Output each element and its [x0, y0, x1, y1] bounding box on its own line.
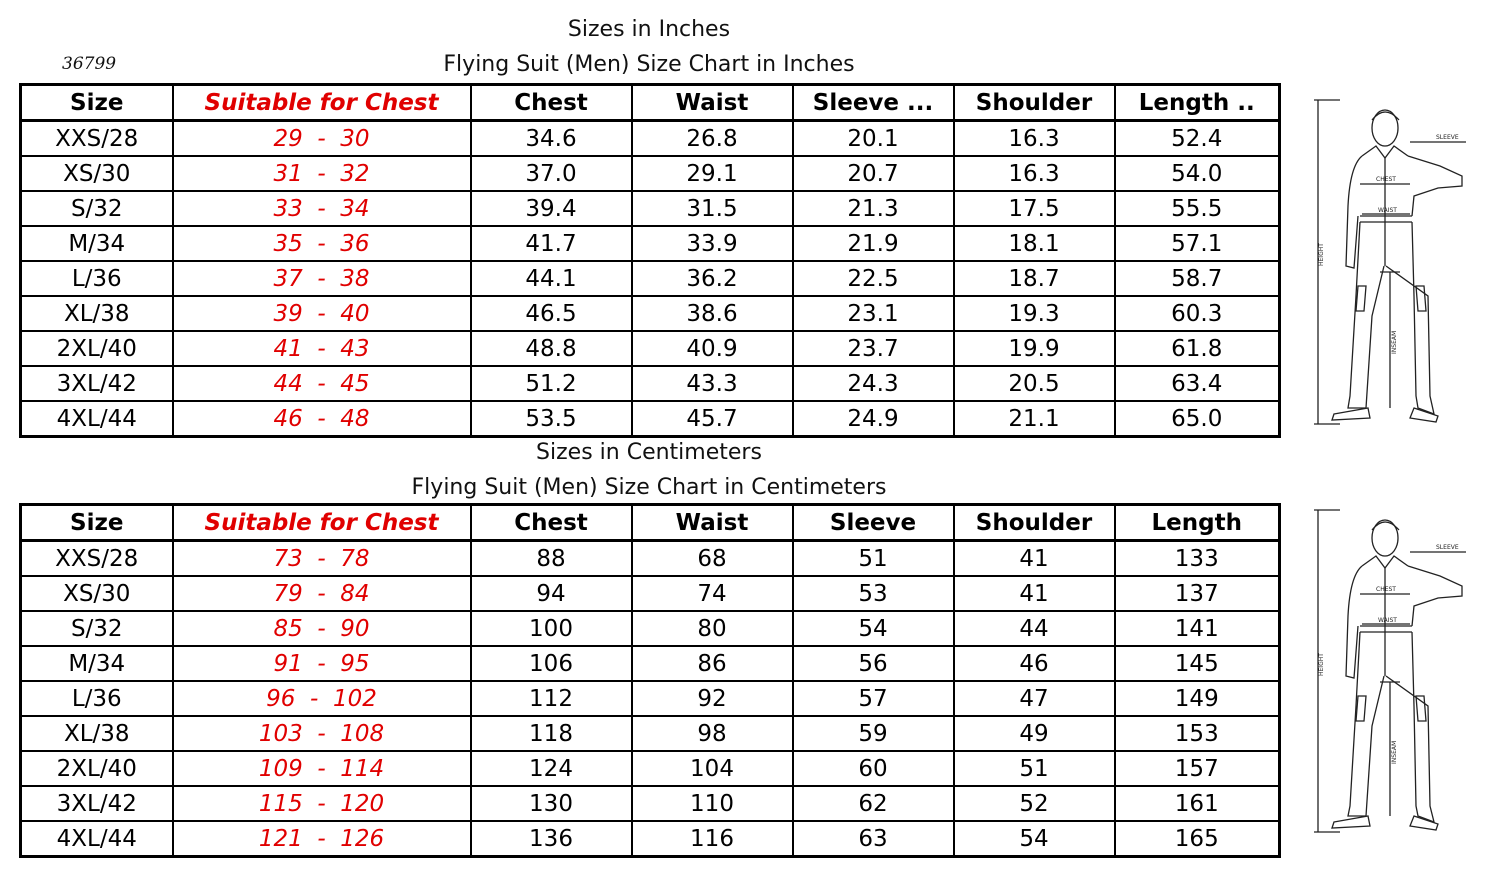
inches-heading: Sizes in Inches [567, 17, 731, 42]
size-cell: M/34 [21, 646, 173, 681]
measurement-cell: 37.0 [471, 156, 632, 191]
table-row [21, 541, 1280, 577]
size-cell: L/36 [21, 681, 173, 716]
measurement-cell: 46 [954, 646, 1115, 681]
measurement-cell: 116 [632, 821, 793, 857]
size-cell: XXS/28 [21, 541, 173, 577]
measurement-cell: 31.5 [632, 191, 793, 226]
chest-range-cell: 96 - 102 [173, 681, 471, 716]
column-header: Length .. [1115, 85, 1280, 121]
column-header: Sleeve ... [793, 85, 954, 121]
measurement-cell: 149 [1115, 681, 1280, 716]
measurement-cell: 86 [632, 646, 793, 681]
chest-range-cell: 73 - 78 [173, 541, 471, 577]
measurement-cell: 43.3 [632, 366, 793, 401]
size-cell: XS/30 [21, 156, 173, 191]
measurement-cell: 24.3 [793, 366, 954, 401]
chest-label: CHEST [1376, 586, 1396, 593]
height-label: HEIGHT [1318, 653, 1325, 676]
measurement-cell: 65.0 [1115, 401, 1280, 437]
table-row [21, 296, 1280, 331]
chest-range-cell: 33 - 34 [173, 191, 471, 226]
column-header: Sleeve [793, 505, 954, 541]
chest-label: CHEST [1376, 176, 1396, 183]
column-header: Length [1115, 505, 1280, 541]
measurement-cell: 52 [954, 786, 1115, 821]
measurement-cell: 51 [954, 751, 1115, 786]
table-row [21, 226, 1280, 261]
measurement-cell: 40.9 [632, 331, 793, 366]
measurement-cell: 45.7 [632, 401, 793, 437]
measurement-cell: 29.1 [632, 156, 793, 191]
column-header: Shoulder [954, 85, 1115, 121]
measurement-cell: 88 [471, 541, 632, 577]
chest-range-cell: 41 - 43 [173, 331, 471, 366]
measurement-cell: 36.2 [632, 261, 793, 296]
measurement-cell: 136 [471, 821, 632, 857]
measurement-cell: 92 [632, 681, 793, 716]
chest-range-cell: 35 - 36 [173, 226, 471, 261]
table-row [21, 786, 1280, 821]
measurement-cell: 54.0 [1115, 156, 1280, 191]
measurement-cell: 145 [1115, 646, 1280, 681]
measurement-cell: 53 [793, 576, 954, 611]
measurement-cell: 44.1 [471, 261, 632, 296]
measurement-cell: 16.3 [954, 121, 1115, 157]
measurement-cell: 16.3 [954, 156, 1115, 191]
table-row [21, 261, 1280, 296]
sleeve-label: SLEEVE [1436, 134, 1459, 141]
column-header: Shoulder [954, 505, 1115, 541]
measurement-cell: 18.7 [954, 261, 1115, 296]
table-row [21, 121, 1280, 157]
measurement-cell: 137 [1115, 576, 1280, 611]
chest-range-cell: 103 - 108 [173, 716, 471, 751]
inches-size-table [19, 83, 1281, 438]
column-header: Waist [632, 505, 793, 541]
measurement-cell: 63 [793, 821, 954, 857]
chest-range-cell: 29 - 30 [173, 121, 471, 157]
measurement-cell: 47 [954, 681, 1115, 716]
measurement-cell: 52.4 [1115, 121, 1280, 157]
chest-range-cell: 44 - 45 [173, 366, 471, 401]
measurement-cell: 100 [471, 611, 632, 646]
measurement-cell: 19.9 [954, 331, 1115, 366]
measurement-cell: 63.4 [1115, 366, 1280, 401]
measurement-cell: 106 [471, 646, 632, 681]
measurement-cell: 41 [954, 576, 1115, 611]
chest-range-cell: 115 - 120 [173, 786, 471, 821]
measurement-cell: 20.1 [793, 121, 954, 157]
column-header: Size [21, 85, 173, 121]
measurement-cell: 133 [1115, 541, 1280, 577]
size-cell: XXS/28 [21, 121, 173, 157]
measurement-cell: 46.5 [471, 296, 632, 331]
size-cell: XS/30 [21, 576, 173, 611]
chest-range-cell: 91 - 95 [173, 646, 471, 681]
measurement-cell: 54 [793, 611, 954, 646]
cm-size-table [19, 503, 1281, 858]
chest-range-cell: 31 - 32 [173, 156, 471, 191]
inches-chart-title: Flying Suit (Men) Size Chart in Inches [443, 52, 855, 77]
measurement-cell: 21.1 [954, 401, 1115, 437]
measurement-cell: 53.5 [471, 401, 632, 437]
chest-range-cell: 121 - 126 [173, 821, 471, 857]
table-row [21, 646, 1280, 681]
chest-range-cell: 37 - 38 [173, 261, 471, 296]
measurement-cell: 165 [1115, 821, 1280, 857]
measurement-cell: 153 [1115, 716, 1280, 751]
size-cell: S/32 [21, 191, 173, 226]
chest-range-cell: 109 - 114 [173, 751, 471, 786]
measurement-cell: 48.8 [471, 331, 632, 366]
waist-label: WAIST [1378, 207, 1397, 214]
measurement-cell: 57.1 [1115, 226, 1280, 261]
measurement-cell: 60 [793, 751, 954, 786]
table-row [21, 716, 1280, 751]
table-row [21, 611, 1280, 646]
measurement-cell: 22.5 [793, 261, 954, 296]
measurement-cell: 80 [632, 611, 793, 646]
table-row [21, 331, 1280, 366]
measurement-cell: 57 [793, 681, 954, 716]
measurement-figure-inches [1310, 96, 1470, 428]
chest-range-cell: 79 - 84 [173, 576, 471, 611]
size-cell: 3XL/42 [21, 786, 173, 821]
size-cell: S/32 [21, 611, 173, 646]
measurement-cell: 20.7 [793, 156, 954, 191]
measurement-cell: 23.7 [793, 331, 954, 366]
inseam-label: INSEAM [1391, 330, 1398, 354]
measurement-cell: 157 [1115, 751, 1280, 786]
measurement-cell: 41.7 [471, 226, 632, 261]
column-header: Suitable for Chest [173, 505, 471, 541]
table-row [21, 156, 1280, 191]
measurement-cell: 21.9 [793, 226, 954, 261]
measurement-cell: 130 [471, 786, 632, 821]
measurement-cell: 51 [793, 541, 954, 577]
measurement-cell: 17.5 [954, 191, 1115, 226]
table-row [21, 751, 1280, 786]
size-cell: M/34 [21, 226, 173, 261]
inseam-label: INSEAM [1391, 740, 1398, 764]
measurement-cell: 23.1 [793, 296, 954, 331]
measurement-cell: 20.5 [954, 366, 1115, 401]
measurement-cell: 59 [793, 716, 954, 751]
size-cell: XL/38 [21, 716, 173, 751]
sleeve-label: SLEEVE [1436, 544, 1459, 551]
measurement-cell: 51.2 [471, 366, 632, 401]
measurement-cell: 26.8 [632, 121, 793, 157]
measurement-cell: 58.7 [1115, 261, 1280, 296]
column-header: Waist [632, 85, 793, 121]
measurement-cell: 39.4 [471, 191, 632, 226]
table-row [21, 401, 1280, 437]
size-cell: 3XL/42 [21, 366, 173, 401]
table-row [21, 366, 1280, 401]
size-cell: 2XL/40 [21, 331, 173, 366]
size-cell: 4XL/44 [21, 821, 173, 857]
size-cell: L/36 [21, 261, 173, 296]
table-header-row [21, 85, 1280, 121]
measurement-cell: 38.6 [632, 296, 793, 331]
size-cell: 2XL/40 [21, 751, 173, 786]
measurement-cell: 94 [471, 576, 632, 611]
measurement-cell: 74 [632, 576, 793, 611]
measurement-cell: 49 [954, 716, 1115, 751]
chest-range-cell: 85 - 90 [173, 611, 471, 646]
measurement-cell: 62 [793, 786, 954, 821]
measurement-cell: 104 [632, 751, 793, 786]
measurement-cell: 61.8 [1115, 331, 1280, 366]
measurement-cell: 112 [471, 681, 632, 716]
product-code: 36799 [62, 54, 117, 74]
measurement-cell: 18.1 [954, 226, 1115, 261]
table-row [21, 576, 1280, 611]
chest-range-cell: 39 - 40 [173, 296, 471, 331]
size-cell: 4XL/44 [21, 401, 173, 437]
measurement-cell: 21.3 [793, 191, 954, 226]
table-row [21, 821, 1280, 857]
measurement-cell: 24.9 [793, 401, 954, 437]
height-label: HEIGHT [1318, 243, 1325, 266]
measurement-cell: 110 [632, 786, 793, 821]
cm-chart-title: Flying Suit (Men) Size Chart in Centimeters [411, 475, 887, 500]
measurement-cell: 98 [632, 716, 793, 751]
table-row [21, 681, 1280, 716]
column-header: Chest [471, 85, 632, 121]
measurement-cell: 55.5 [1115, 191, 1280, 226]
column-header: Suitable for Chest [173, 85, 471, 121]
chest-range-cell: 46 - 48 [173, 401, 471, 437]
measurement-cell: 34.6 [471, 121, 632, 157]
column-header: Chest [471, 505, 632, 541]
cm-heading: Sizes in Centimeters [536, 440, 762, 465]
measurement-cell: 141 [1115, 611, 1280, 646]
measurement-cell: 41 [954, 541, 1115, 577]
measurement-cell: 161 [1115, 786, 1280, 821]
measurement-cell: 44 [954, 611, 1115, 646]
measurement-cell: 118 [471, 716, 632, 751]
measurement-cell: 124 [471, 751, 632, 786]
measurement-cell: 68 [632, 541, 793, 577]
table-row [21, 191, 1280, 226]
size-cell: XL/38 [21, 296, 173, 331]
measurement-cell: 56 [793, 646, 954, 681]
column-header: Size [21, 505, 173, 541]
measurement-cell: 60.3 [1115, 296, 1280, 331]
measurement-cell: 54 [954, 821, 1115, 857]
table-header-row [21, 505, 1280, 541]
measurement-cell: 33.9 [632, 226, 793, 261]
waist-label: WAIST [1378, 617, 1397, 624]
measurement-cell: 19.3 [954, 296, 1115, 331]
measurement-figure-cm [1310, 506, 1470, 836]
